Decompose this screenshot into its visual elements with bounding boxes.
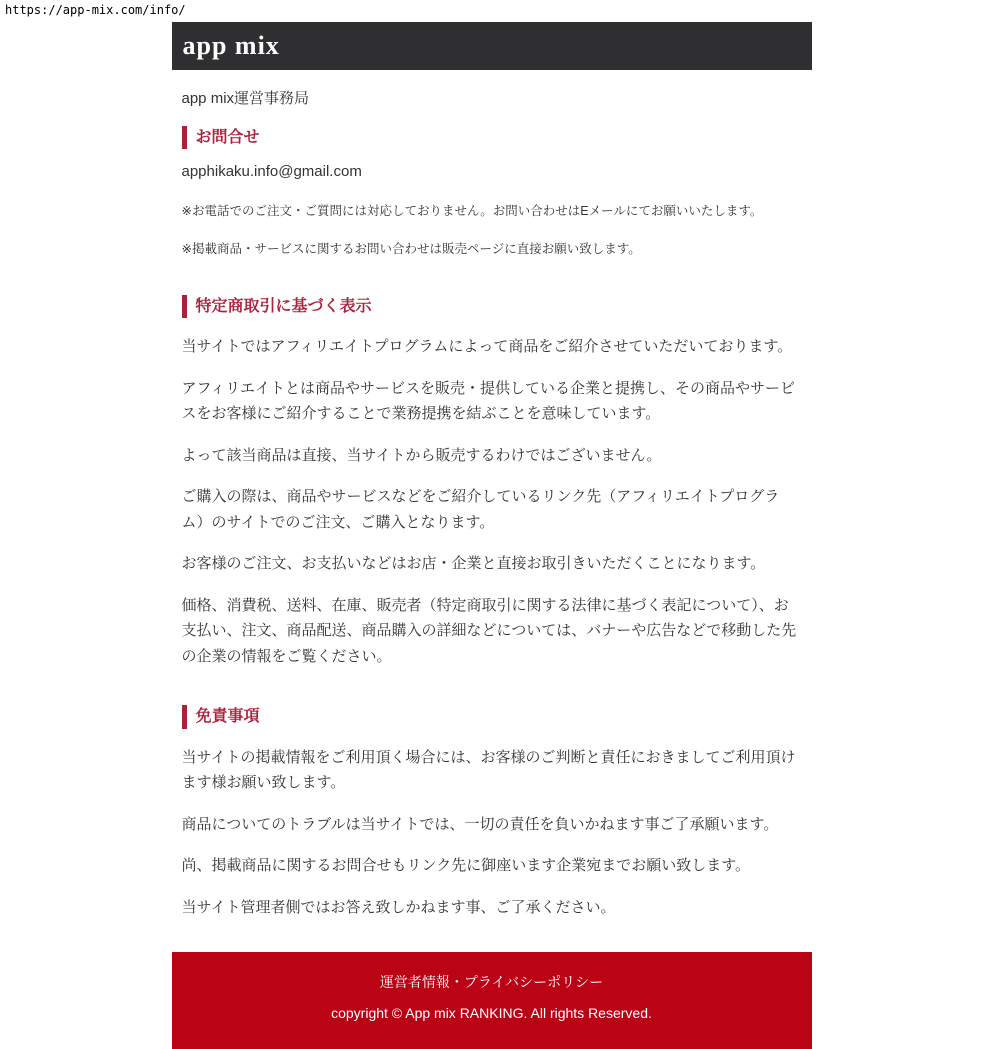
- contact-note: ※お電話でのご注文・ご質問には対応しておりません。お問い合わせはEメールにてお願いいたします。: [181, 204, 763, 219]
- page-url-text: https://app-mix.com/info/: [5, 3, 186, 17]
- paragraph: お客様のご注文、お支払いなどはお店・企業と直接お取引きいただくことになります。: [181, 555, 766, 573]
- paragraph: ご購入の際は、商品やサービスなどをご紹介しているリンク先（アフィリエイトプログラム）のサイトでのご注文、ご購入となります。: [181, 488, 780, 531]
- paragraph: 当サイト管理者側ではお答え致しかねます事、ご了承ください。: [181, 898, 616, 916]
- org-name: app mix運営事務局: [181, 90, 310, 107]
- section-heading-disclaimer: 免責事項: [182, 705, 802, 728]
- site-footer: [172, 952, 812, 1049]
- paragraph: 当サイトの掲載情報をご利用頂く場合には、お客様のご判断と責任におきましてご利用頂けます様お願い致します。: [181, 748, 796, 792]
- paragraph: 当サイトではアフィリエイトプログラムによって商品をご紹介させていただいております。: [181, 338, 793, 356]
- contact-email: apphikaku.info@gmail.com: [181, 162, 362, 180]
- site-title: app mix: [182, 31, 280, 60]
- paragraph: 商品についてのトラブルは当サイトでは、一切の責任を負いかねます事ご了承願います。: [181, 815, 779, 833]
- paragraph: 尚、掲載商品に関するお問合せもリンク先に御座います企業宛までお願い致します。: [181, 857, 751, 875]
- paragraph: よって該当商品は直接、当サイトから販売するわけではございません。: [181, 446, 662, 464]
- page-container: [172, 22, 812, 1049]
- paragraph: アフィリエイトとは商品やサービスを販売・提供している企業と提携し、その商品やサービスをお客様にご紹介することで業務提携を結ぶことを意味しています。: [181, 379, 796, 423]
- copyright-text: copyright © App mix RANKING. All rights Reserved.: [331, 1005, 652, 1022]
- section-heading-tokutei: 特定商取引に基づく表示: [182, 295, 802, 318]
- section-heading-contact: お問合せ: [182, 126, 802, 149]
- privacy-policy-link[interactable]: 運営者情報・プライバシーポリシー: [379, 974, 604, 991]
- main-content: [172, 86, 812, 920]
- paragraph: 価格、消費税、送料、在庫、販売者（特定商取引に関する法律に基づく表記について）、お支払い、注文、商品配送、商品購入の詳細などについては、バナーや広告などで移動した先の企業の情報をご覧ください。: [181, 596, 797, 665]
- site-header: [172, 22, 812, 70]
- contact-note: ※掲載商品・サービスに関するお問い合わせは販売ページに直接お願い致します。: [181, 242, 641, 257]
